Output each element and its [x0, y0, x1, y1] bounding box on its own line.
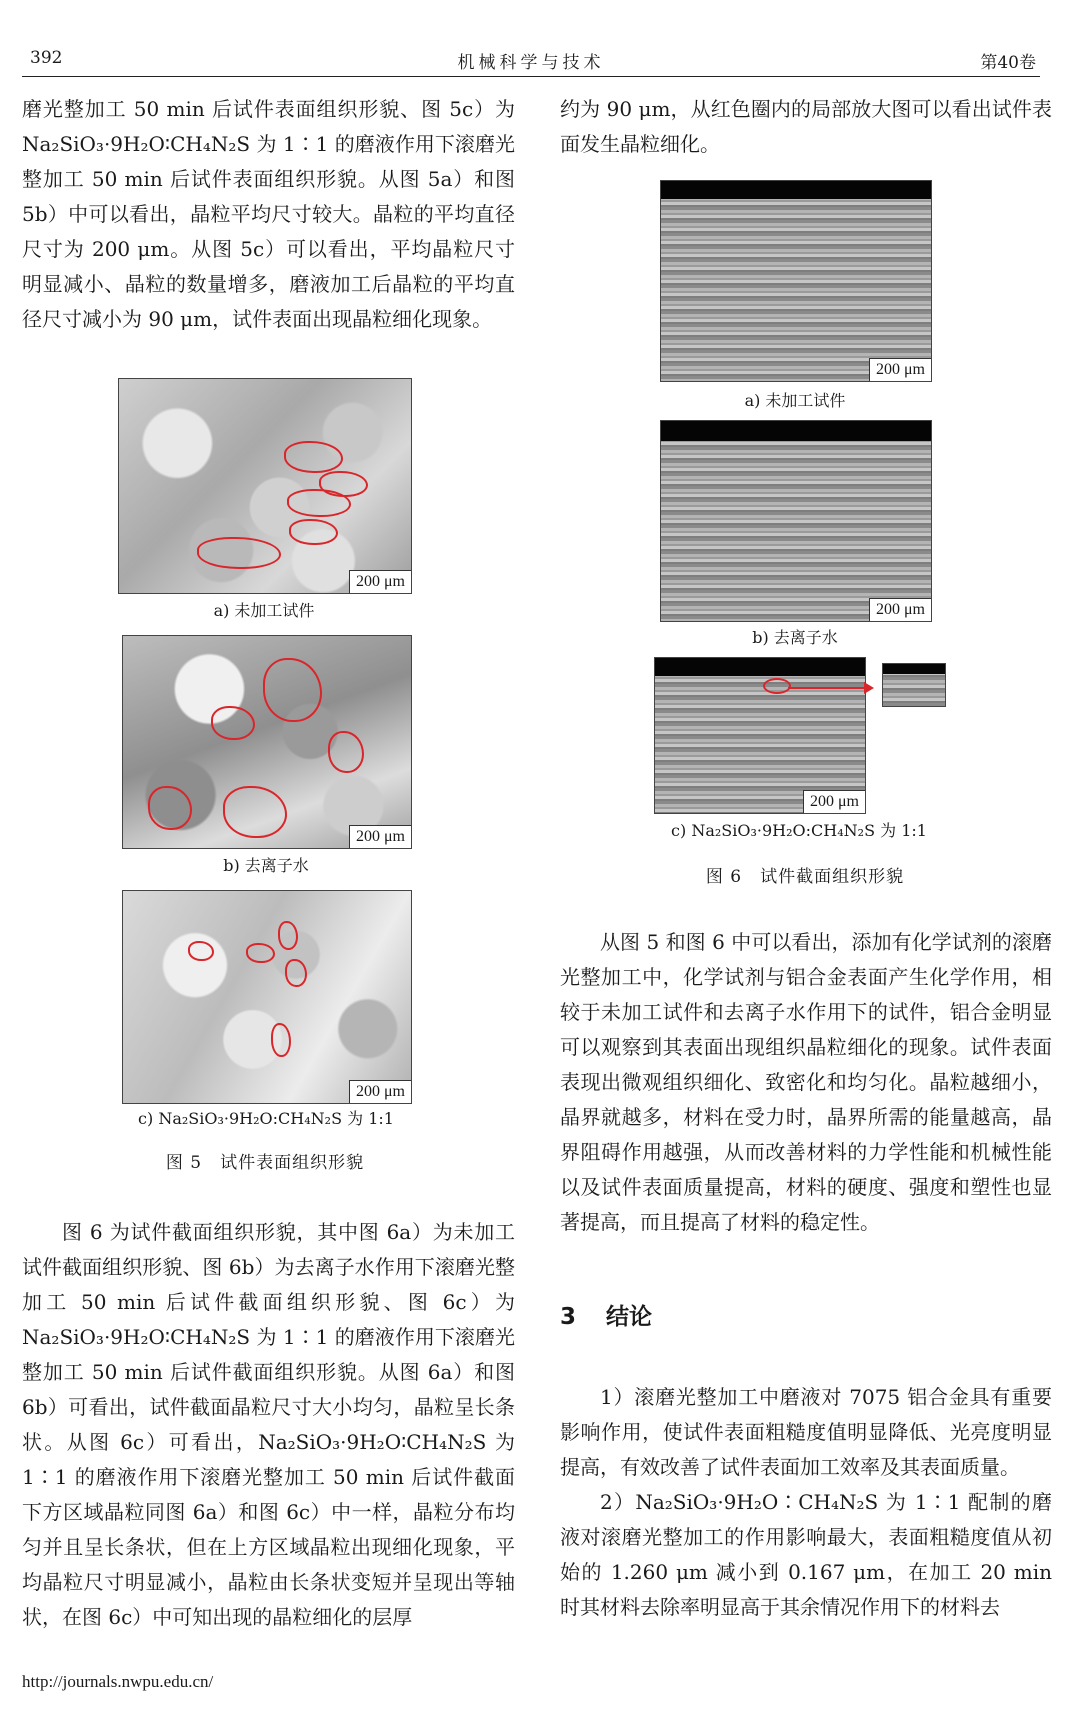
running-header — [22, 46, 1040, 77]
footer-url: http://journals.nwpu.edu.cn/ — [22, 1672, 214, 1691]
conclusion-item: 2）Na₂SiO₃·9H₂O∶CH₄N₂S 为 1∶1 配制的磨液对滚磨光整加工的作用影响最大，表面粗糙度值从初始的 1.260 μm 减小到 0.167 μm，在加工 20 min 时其材料去除率明显高于其余情况作用下的材料去 — [560, 1490, 1052, 1619]
right-column-top — [560, 92, 1052, 162]
fig6-title: 图 6 试件截面组织形貌 — [705, 867, 905, 887]
paragraph-fig5-description: 磨光整加工 50 min 后试件表面组织形貌、图 5c）为 Na₂SiO₃·9H₂O∶CH₄N₂S 为 1∶1 的磨液作用下滚磨光整加工 50 min 后试件表面组织形貌。从图 5a）和图 5b）中可以看出，晶粒平均尺寸较大。晶粒的平均直径尺寸为 200 μm。从图 5c）可以看出，平均晶粒尺寸明显减小、晶粒的数量增多，磨液加工后晶粒的平均直径尺寸减小为 90 μm，试件表面出现晶粒细化现象。 — [22, 97, 515, 331]
scale-bar-label: 200 μm — [349, 825, 411, 848]
fig6c-inset-magnified — [882, 663, 946, 707]
mount-edge — [883, 664, 945, 674]
grain-outline — [246, 943, 275, 963]
grain-outline — [263, 658, 322, 722]
grain-outline — [271, 1023, 291, 1057]
paragraph-fig6-continuation: 约为 90 μm，从红色圈内的局部放大图可以看出试件表面发生晶粒细化。 — [560, 97, 1052, 156]
volume-label: 第40卷 — [980, 53, 1036, 73]
left-column-top — [22, 92, 515, 337]
page-number: 392 — [30, 48, 63, 68]
grain-outline — [328, 731, 364, 773]
grain-outline — [197, 537, 281, 569]
fig5a-micrograph — [118, 378, 412, 594]
grain-outline — [188, 941, 214, 961]
grain-outline — [285, 959, 307, 987]
grain-outline — [278, 921, 298, 950]
right-column-discussion — [560, 925, 1052, 1240]
grain-outline — [287, 489, 351, 517]
fig6c-caption: c) Na₂SiO₃·9H₂O:CH₄N₂S 为 1:1 — [671, 821, 927, 840]
mount-edge — [661, 181, 931, 199]
section-title: 结论 — [606, 1304, 653, 1330]
fig6a-caption: a) 未加工试件 — [744, 391, 846, 410]
scale-bar-label: 200 μm — [869, 598, 931, 621]
section-heading — [560, 1298, 652, 1331]
inset-arrow-line — [788, 687, 864, 689]
fig6a-cross-section — [660, 180, 932, 382]
fig6b-cross-section — [660, 420, 932, 622]
grain-outline — [148, 786, 192, 830]
scale-bar-label: 200 μm — [349, 570, 411, 593]
fig6b-caption: b) 去离子水 — [752, 628, 838, 647]
mount-edge — [661, 421, 931, 441]
fig5b-micrograph — [122, 635, 412, 849]
fig5c-caption: c) Na₂SiO₃·9H₂O:CH₄N₂S 为 1:1 — [138, 1109, 394, 1128]
grain-outline — [211, 706, 255, 740]
conclusion-item: 1）滚磨光整加工中磨液对 7075 铝合金具有重要影响作用，使试件表面粗糙度值明显降低、光亮度明显提高，有效改善了试件表面加工效率及其表面质量。 — [560, 1385, 1052, 1479]
section-number: 3 — [560, 1304, 577, 1330]
enlarged-region-marker — [763, 678, 791, 694]
grain-outline — [223, 786, 287, 838]
mount-edge — [655, 658, 865, 676]
fig5c-micrograph — [122, 890, 412, 1104]
scale-bar-label: 200 μm — [349, 1080, 411, 1103]
fig5-title: 图 5 试件表面组织形貌 — [165, 1153, 365, 1173]
scale-bar-label: 200 μm — [803, 790, 865, 813]
paragraph-discussion: 从图 5 和图 6 中可以看出，添加有化学试剂的滚磨光整加工中，化学试剂与铝合金表面产生化学作用，相较于未加工试件和去离子水作用下的试件，铝合金明显可以观察到其表面出现组织晶粒细化的现象。试件表面表现出微观组织细化、致密化和均匀化。晶粒越细小，晶界就越多，材料在受力时，晶界所需的能量越高，晶界阻碍作用越强，从而改善材料的力学性能和机械性能以及试件表面质量提高，材料的硬度、强度和塑性也显著提高，而且提高了材料的稳定性。 — [560, 930, 1052, 1234]
conclusions-list — [560, 1380, 1052, 1625]
scale-bar-label: 200 μm — [869, 358, 931, 381]
grain-outline — [284, 441, 343, 473]
inset-arrow-head — [864, 682, 874, 694]
paragraph-fig6-description: 图 6 为试件截面组织形貌，其中图 6a）为未加工试件截面组织形貌、图 6b）为去离子水作用下滚磨光整加工 50 min 后试件截面组织形貌、图 6c）为 Na₂SiO₃·9H₂O∶CH₄N₂S 为 1∶1 的磨液作用下滚磨光整加工 50 min 后试件截面组织形貌。从图 6a）和图 6b）可看出，试件截面晶粒尺寸大小均匀，晶粒呈长条状。从图 6c）可看出，Na₂SiO₃·9H₂O∶CH₄N₂S 为 1∶1 的磨液作用下滚磨光整加工 50 min 后试件截面下方区域晶粒同图 6a）和图 6c）中一样，晶粒分布均匀并且呈长条状，但在上方区域晶粒出现细化现象，平均晶粒尺寸明显减小，晶粒由长条状变短并呈现出等轴状，在图 6c）中可知出现的晶粒细化的层厚 — [22, 1220, 515, 1629]
left-column-bottom — [22, 1215, 515, 1635]
grain-outline — [289, 519, 338, 545]
fig6c-cross-section — [654, 657, 866, 814]
journal-title: 机械科学与技术 — [457, 53, 605, 73]
fig5b-caption: b) 去离子水 — [223, 856, 309, 875]
fig5a-caption: a) 未加工试件 — [213, 601, 315, 620]
